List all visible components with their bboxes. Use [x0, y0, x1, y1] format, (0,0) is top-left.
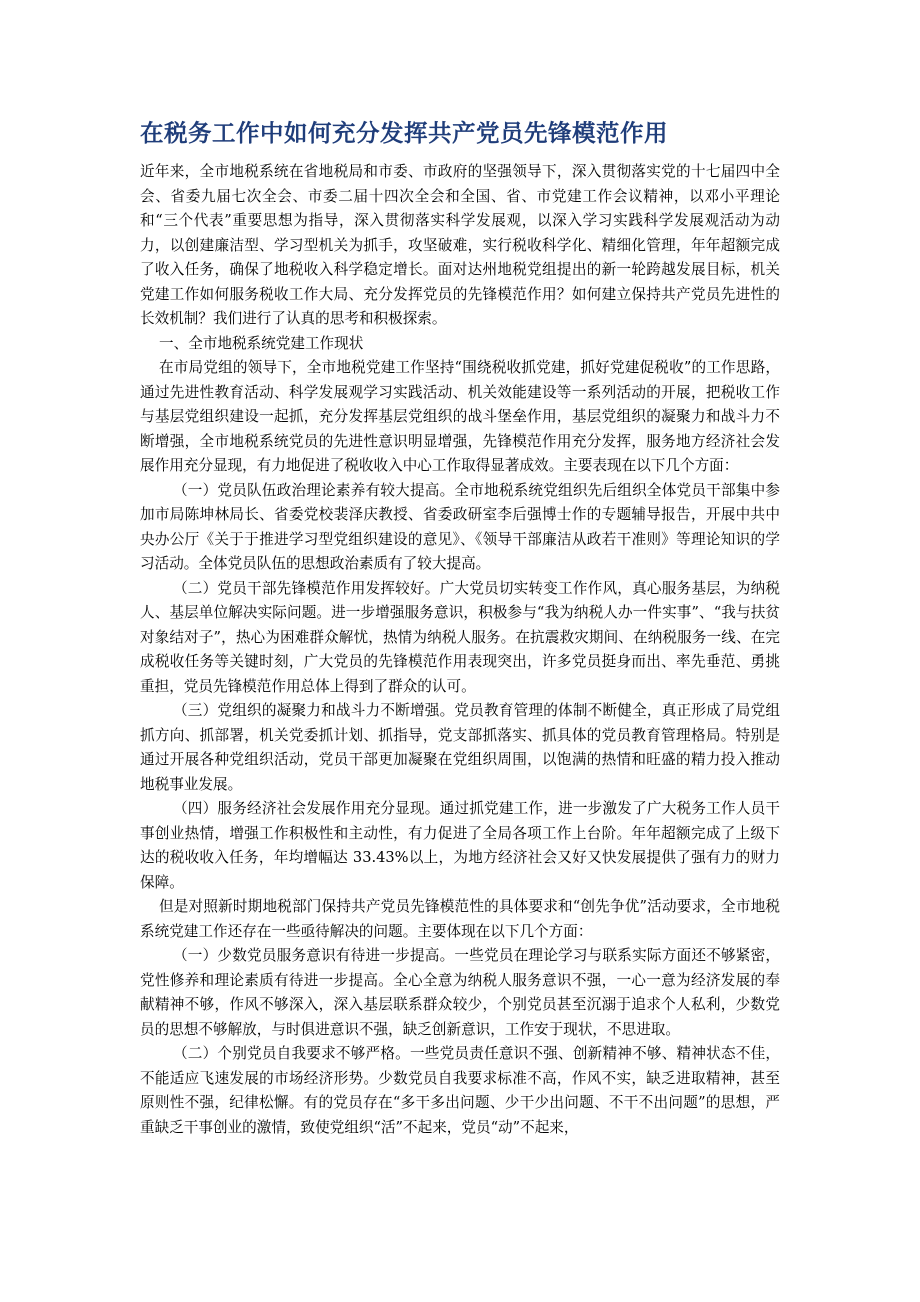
document-title: 在税务工作中如何充分发挥共产党员先锋模范作用: [140, 119, 668, 147]
document-page: [140, 116, 780, 1140]
paragraph-achievement-3: （三）党组织的凝聚力和战斗力不断增强。党员教育管理的体制不断健全，真正形成了局党组抓方向、抓部署，机关党委抓计划、抓指导，党支部抓落实、抓具体的党员教育管理格局。特别是通过开展各种党组织活动，党员干部更加凝聚在党组织周围，以饱满的热情和旺盛的精力投入推动地税事业发展。: [140, 702, 780, 793]
paragraph-achievement-4: （四）服务经济社会发展作用充分显现。通过抓党建工作，进一步激发了广大税务工作人员干事创业热情，增强工作积极性和主动性，有力促进了全局各项工作上台阶。年年超额完成了上级下达的税收收入任务，年均增幅达 33.43%以上，为地方经济社会又好又快发展提供了强有力的财力保障。: [140, 800, 780, 891]
paragraph-problem-1: （一）少数党员服务意识有待进一步提高。一些党员在理论学习与联系实际方面还不够紧密，党性修养和理论素质有待进一步提高。全心全意为纳税人服务意识不强，一心一意为经济发展的奉献精神不够，作风不够深入，深入基层联系群众较少，个别党员甚至沉溺于追求个人私利，少数党员的思想不够解放，与时俱进意识不强，缺乏创新意识，工作安于现状，不思进取。: [140, 947, 780, 1038]
section-heading-status: 一、全市地税系统党建工作现状: [159, 334, 364, 352]
paragraph-intro: 近年来，全市地税系统在省地税局和市委、市政府的坚强领导下，深入贯彻落实党的十七届四中全会、省委九届七次全会、市委二届十四次全会和全国、省、市党建工作会议精神，以邓小平理论和“三个代表”重要思想为指导，深入贯彻落实科学发展观，以深入学习实践科学发展观活动为动力，以创建廉洁型、学习型机关为抓手，攻坚破难，实行税收科学化、精细化管理，年年超额完成了收入任务，确保了地税收入科学稳定增长。面对达州地税党组提出的新一轮跨越发展目标，机关党建工作如何服务税收工作大局、充分发挥党员的先锋模范作用？如何建立保持共产党员先进性的长效机制？我们进行了认真的思考和积极探索。: [140, 163, 780, 327]
paragraph-problem-2: （二）个别党员自我要求不够严格。一些党员责任意识不强、创新精神不够、精神状态不佳，不能适应飞速发展的市场经济形势。少数党员自我要求标准不高，作风不实，缺乏进取精神，甚至原则性不强，纪律松懈。有的党员存在“多干多出问题、少干少出问题、不干不出问题”的思想，严重缺乏干事创业的激情，致使党组织“活”不起来，党员“动”不起来，: [140, 1045, 780, 1136]
paragraph-achievement-1: （一）党员队伍政治理论素养有较大提高。全市地税系统党组织先后组织全体党员干部集中参加市局陈坤林局长、省委党校裴泽庆教授、省委政研室李后强博士作的专题辅导报告，开展中共中央办公厅《关于于推进学习型党组织建设的意见》、《领导干部廉洁从政若干准则》等理论知识的学习活动。全体党员队伍的思想政治素质有了较大提高。: [140, 481, 780, 572]
document-body: [140, 160, 780, 1140]
paragraph-problems-overview: 但是对照新时期地税部门保持共产党员先锋模范性的具体要求和“创先争优”活动要求，全市地税系统党建工作还存在一些亟待解决的问题。主要体现在以下几个方面：: [140, 898, 780, 940]
paragraph-achievement-2: （二）党员干部先锋模范作用发挥较好。广大党员切实转变工作作风，真心服务基层，为纳税人、基层单位解决实际问题。进一步增强服务意识，积极参与“我为纳税人办一件实事”、“我与扶贫对象结对子”，热心为困难群众解忧，热情为纳税人服务。在抗震救灾期间、在纳税服务一线、在完成税收任务等关键时刻，广大党员的先锋模范作用表现突出，许多党员挺身而出、率先垂范、勇挑重担，党员先锋模范作用总体上得到了群众的认可。: [140, 579, 780, 695]
paragraph-status-overview: 在市局党组的领导下，全市地税党建工作坚持“围绕税收抓党建，抓好党建促税收”的工作思路，通过先进性教育活动、科学发展观学习实践活动、机关效能建设等一系列活动的开展，把税收工作与基层党组织建设一起抓，充分发挥基层党组织的战斗堡垒作用，基层党组织的凝聚力和战斗力不断增强，全市地税系统党员的先进性意识明显增强，先锋模范作用充分发挥，服务地方经济社会发展作用充分显现，有力地促进了税收收入中心工作取得显著成效。主要表现在以下几个方面：: [140, 359, 780, 474]
